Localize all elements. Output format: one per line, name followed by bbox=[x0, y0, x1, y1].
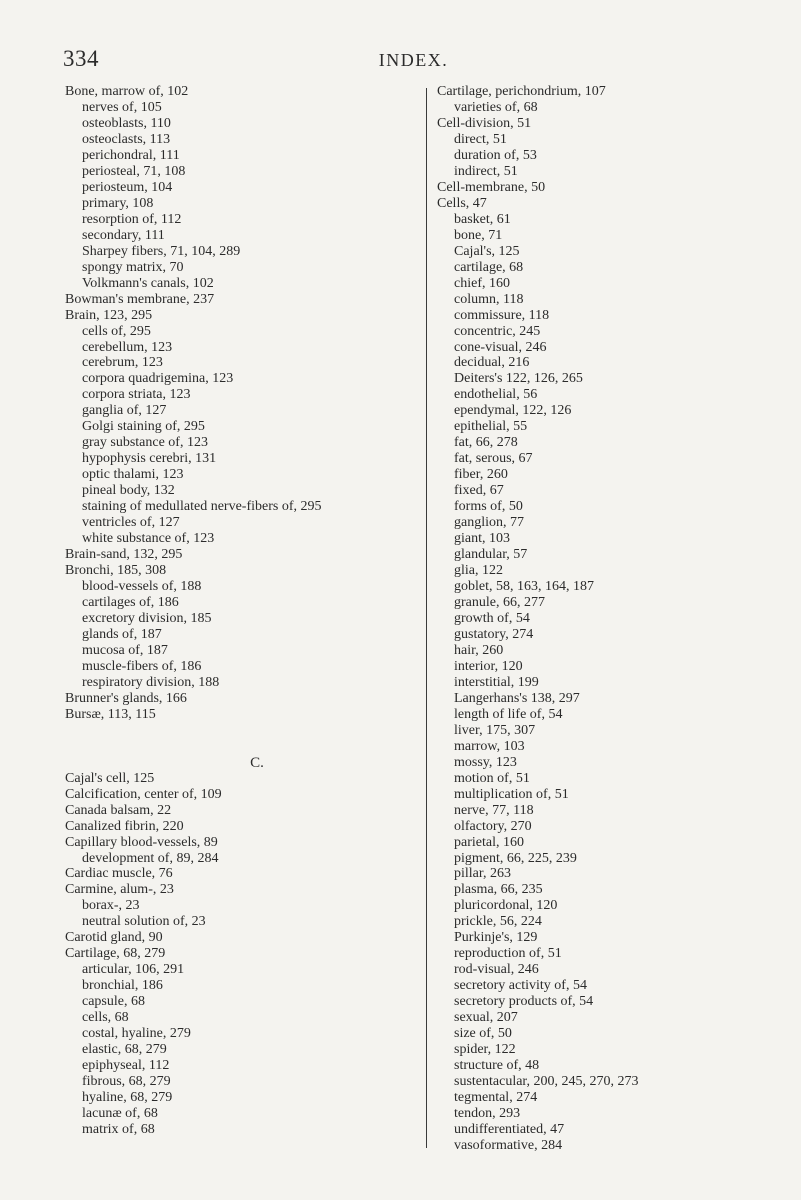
index-subentry: structure of, 48 bbox=[454, 1058, 540, 1074]
index-subentry: ganglion, 77 bbox=[454, 515, 524, 531]
page-number: 334 bbox=[63, 46, 99, 71]
index-subentry: blood-vessels of, 188 bbox=[82, 579, 202, 595]
index-subentry: column, 118 bbox=[454, 291, 524, 307]
index-subentry: elastic, 68, 279 bbox=[82, 1042, 167, 1058]
index-subentry: secondary, 111 bbox=[82, 227, 165, 243]
index-subentry: epiphyseal, 112 bbox=[82, 1058, 170, 1074]
index-subentry: osteoclasts, 113 bbox=[82, 131, 171, 147]
column-divider bbox=[426, 88, 427, 1148]
index-subentry: sexual, 207 bbox=[454, 1010, 518, 1026]
index-subentry: liver, 175, 307 bbox=[454, 722, 536, 738]
index-subentry: fat, 66, 278 bbox=[454, 435, 518, 451]
page-title: INDEX. bbox=[378, 50, 449, 70]
index-subentry: vasoformative, 284 bbox=[454, 1137, 563, 1153]
index-subentry: glandular, 57 bbox=[454, 547, 528, 563]
index-subentry: periosteum, 104 bbox=[82, 179, 173, 195]
index-subentry: epithelial, 55 bbox=[454, 419, 528, 435]
index-column-right bbox=[437, 84, 777, 1154]
index-entry: Carmine, alum-, 23 bbox=[65, 882, 174, 898]
index-subentry: hair, 260 bbox=[454, 642, 504, 658]
index-subentry: Deiters's 122, 126, 265 bbox=[454, 371, 583, 387]
index-subentry: spider, 122 bbox=[454, 1042, 516, 1058]
index-subentry: gray substance of, 123 bbox=[82, 435, 208, 451]
index-subentry: olfactory, 270 bbox=[454, 818, 532, 834]
index-subentry: cells of, 295 bbox=[82, 323, 151, 339]
index-subentry: interior, 120 bbox=[454, 658, 523, 674]
index-subentry: basket, 61 bbox=[454, 211, 511, 227]
index-subentry: reproduction of, 51 bbox=[454, 946, 562, 962]
index-subentry: bone, 71 bbox=[454, 227, 503, 243]
index-subentry: length of life of, 54 bbox=[454, 706, 563, 722]
index-subentry: sustentacular, 200, 245, 270, 273 bbox=[454, 1074, 639, 1090]
index-subentry: chief, 160 bbox=[454, 275, 510, 291]
index-subentry: capsule, 68 bbox=[82, 994, 145, 1010]
index-subentry: Sharpey fibers, 71, 104, 289 bbox=[82, 243, 241, 259]
index-subentry: Purkinje's, 129 bbox=[454, 930, 538, 946]
index-column-left bbox=[65, 84, 425, 1138]
index-subentry: costal, hyaline, 279 bbox=[82, 1026, 191, 1042]
index-entry: Canalized fibrin, 220 bbox=[65, 818, 184, 834]
index-entry: Cardiac muscle, 76 bbox=[65, 866, 173, 882]
index-subentry: white substance of, 123 bbox=[82, 531, 215, 547]
index-subentry: osteoblasts, 110 bbox=[82, 115, 171, 131]
index-entry: Bone, marrow of, 102 bbox=[65, 84, 189, 99]
index-subentry: motion of, 51 bbox=[454, 770, 530, 786]
index-subentry: fiber, 260 bbox=[454, 467, 508, 483]
index-subentry: corpora striata, 123 bbox=[82, 387, 191, 403]
index-subentry: granule, 66, 277 bbox=[454, 595, 545, 610]
index-subentry: marrow, 103 bbox=[454, 738, 525, 754]
index-subentry: hypophysis cerebri, 131 bbox=[82, 451, 217, 467]
index-subentry: respiratory division, 188 bbox=[82, 674, 220, 690]
index-subentry: lacunæ of, 68 bbox=[82, 1106, 158, 1121]
index-entry: Cell-division, 51 bbox=[437, 115, 532, 131]
index-entry: Calcification, center of, 109 bbox=[65, 786, 222, 802]
index-subentry: forms of, 50 bbox=[454, 499, 523, 515]
index-subentry: cone-visual, 246 bbox=[454, 339, 547, 355]
index-subentry: commissure, 118 bbox=[454, 307, 550, 323]
index-subentry: direct, 51 bbox=[454, 131, 507, 147]
index-subentry: hyaline, 68, 279 bbox=[82, 1090, 173, 1106]
index-subentry: endothelial, 56 bbox=[454, 387, 538, 403]
index-subentry: cartilages of, 186 bbox=[82, 595, 179, 610]
index-subentry: Volkmann's canals, 102 bbox=[82, 275, 214, 291]
index-subentry: primary, 108 bbox=[82, 195, 154, 211]
index-subentry: mucosa of, 187 bbox=[82, 642, 168, 658]
index-subentry: interstitial, 199 bbox=[454, 674, 539, 690]
index-subentry: Golgi staining of, 295 bbox=[82, 419, 205, 435]
index-entry: Cartilage, perichondrium, 107 bbox=[437, 84, 606, 99]
index-subentry: spongy matrix, 70 bbox=[82, 259, 184, 275]
index-subentry: optic thalami, 123 bbox=[82, 467, 184, 483]
section-letter-heading: C. bbox=[250, 754, 264, 771]
index-subentry: cerebrum, 123 bbox=[82, 355, 163, 371]
index-subentry: excretory division, 185 bbox=[82, 610, 212, 626]
index-subentry: nerve, 77, 118 bbox=[454, 802, 534, 818]
index-subentry: undifferentiated, 47 bbox=[454, 1121, 565, 1137]
index-subentry: cerebellum, 123 bbox=[82, 339, 173, 355]
index-subentry: prickle, 56, 224 bbox=[454, 914, 542, 930]
spacer bbox=[65, 739, 425, 755]
index-subentry: Langerhans's 138, 297 bbox=[454, 690, 580, 706]
index-subentry: plasma, 66, 235 bbox=[454, 882, 543, 898]
index-subentry: cells, 68 bbox=[82, 1010, 129, 1026]
index-subentry: giant, 103 bbox=[454, 531, 510, 547]
index-entry: Brain, 123, 295 bbox=[65, 307, 153, 323]
index-entry: Bronchi, 185, 308 bbox=[65, 563, 167, 579]
index-subentry: ependymal, 122, 126 bbox=[454, 403, 572, 419]
index-subentry: fat, serous, 67 bbox=[454, 451, 533, 467]
index-entry: Cells, 47 bbox=[437, 195, 487, 211]
index-subentry: pillar, 263 bbox=[454, 866, 511, 882]
index-subentry: borax-, 23 bbox=[82, 898, 140, 914]
index-subentry: glands of, 187 bbox=[82, 626, 162, 642]
index-subentry: gustatory, 274 bbox=[454, 626, 534, 642]
index-entry: Bowman's membrane, 237 bbox=[65, 291, 215, 307]
index-subentry: ganglia of, 127 bbox=[82, 403, 167, 419]
index-subentry: rod-visual, 246 bbox=[454, 962, 539, 978]
index-subentry: fixed, 67 bbox=[454, 483, 504, 499]
index-entry: Cell-membrane, 50 bbox=[437, 179, 546, 195]
index-subentry: neutral solution of, 23 bbox=[82, 914, 206, 930]
index-subentry: staining of medullated nerve-fibers of, 295 bbox=[82, 499, 322, 515]
index-subentry: varieties of, 68 bbox=[454, 99, 538, 115]
index-subentry: size of, 50 bbox=[454, 1026, 512, 1042]
index-subentry: pineal body, 132 bbox=[82, 483, 175, 499]
index-subentry: fibrous, 68, 279 bbox=[82, 1074, 171, 1090]
index-subentry: periosteal, 71, 108 bbox=[82, 163, 186, 179]
index-subentry: secretory activity of, 54 bbox=[454, 978, 587, 994]
index-entry: Bursæ, 113, 115 bbox=[65, 706, 156, 722]
index-subentry: concentric, 245 bbox=[454, 323, 541, 339]
index-subentry: glia, 122 bbox=[454, 563, 503, 579]
index-subentry: muscle-fibers of, 186 bbox=[82, 658, 202, 674]
index-subentry: indirect, 51 bbox=[454, 163, 518, 179]
index-entry: Brunner's glands, 166 bbox=[65, 690, 187, 706]
index-subentry: nerves of, 105 bbox=[82, 99, 162, 115]
index-subentry: resorption of, 112 bbox=[82, 211, 182, 227]
index-subentry: tendon, 293 bbox=[454, 1106, 521, 1121]
index-entry: Carotid gland, 90 bbox=[65, 930, 163, 946]
index-subentry: perichondral, 111 bbox=[82, 147, 180, 163]
spacer bbox=[65, 723, 425, 739]
index-subentry: multiplication of, 51 bbox=[454, 786, 569, 802]
index-subentry: Cajal's, 125 bbox=[454, 243, 520, 259]
index-subentry: cartilage, 68 bbox=[454, 259, 524, 275]
index-subentry: ventricles of, 127 bbox=[82, 515, 180, 531]
index-subentry: pluricordonal, 120 bbox=[454, 898, 558, 914]
index-subentry: articular, 106, 291 bbox=[82, 962, 185, 978]
index-subentry: parietal, 160 bbox=[454, 834, 524, 850]
index-entry: Canada balsam, 22 bbox=[65, 802, 172, 818]
index-entry: Brain-sand, 132, 295 bbox=[65, 547, 183, 563]
index-subentry: goblet, 58, 163, 164, 187 bbox=[454, 579, 594, 595]
index-entry: Cartilage, 68, 279 bbox=[65, 946, 166, 962]
index-subentry: development of, 89, 284 bbox=[82, 850, 219, 866]
index-subentry: pigment, 66, 225, 239 bbox=[454, 850, 577, 866]
index-subentry: growth of, 54 bbox=[454, 610, 530, 626]
index-subentry: duration of, 53 bbox=[454, 147, 537, 163]
index-subentry: secretory products of, 54 bbox=[454, 994, 594, 1010]
index-subentry: corpora quadrigemina, 123 bbox=[82, 371, 234, 387]
index-subentry: decidual, 216 bbox=[454, 355, 530, 371]
index-subentry: matrix of, 68 bbox=[82, 1121, 155, 1137]
index-entry: Capillary blood-vessels, 89 bbox=[65, 834, 218, 850]
index-subentry: tegmental, 274 bbox=[454, 1090, 538, 1106]
index-entry: Cajal's cell, 125 bbox=[65, 770, 155, 786]
index-subentry: bronchial, 186 bbox=[82, 978, 163, 994]
index-subentry: mossy, 123 bbox=[454, 754, 517, 770]
